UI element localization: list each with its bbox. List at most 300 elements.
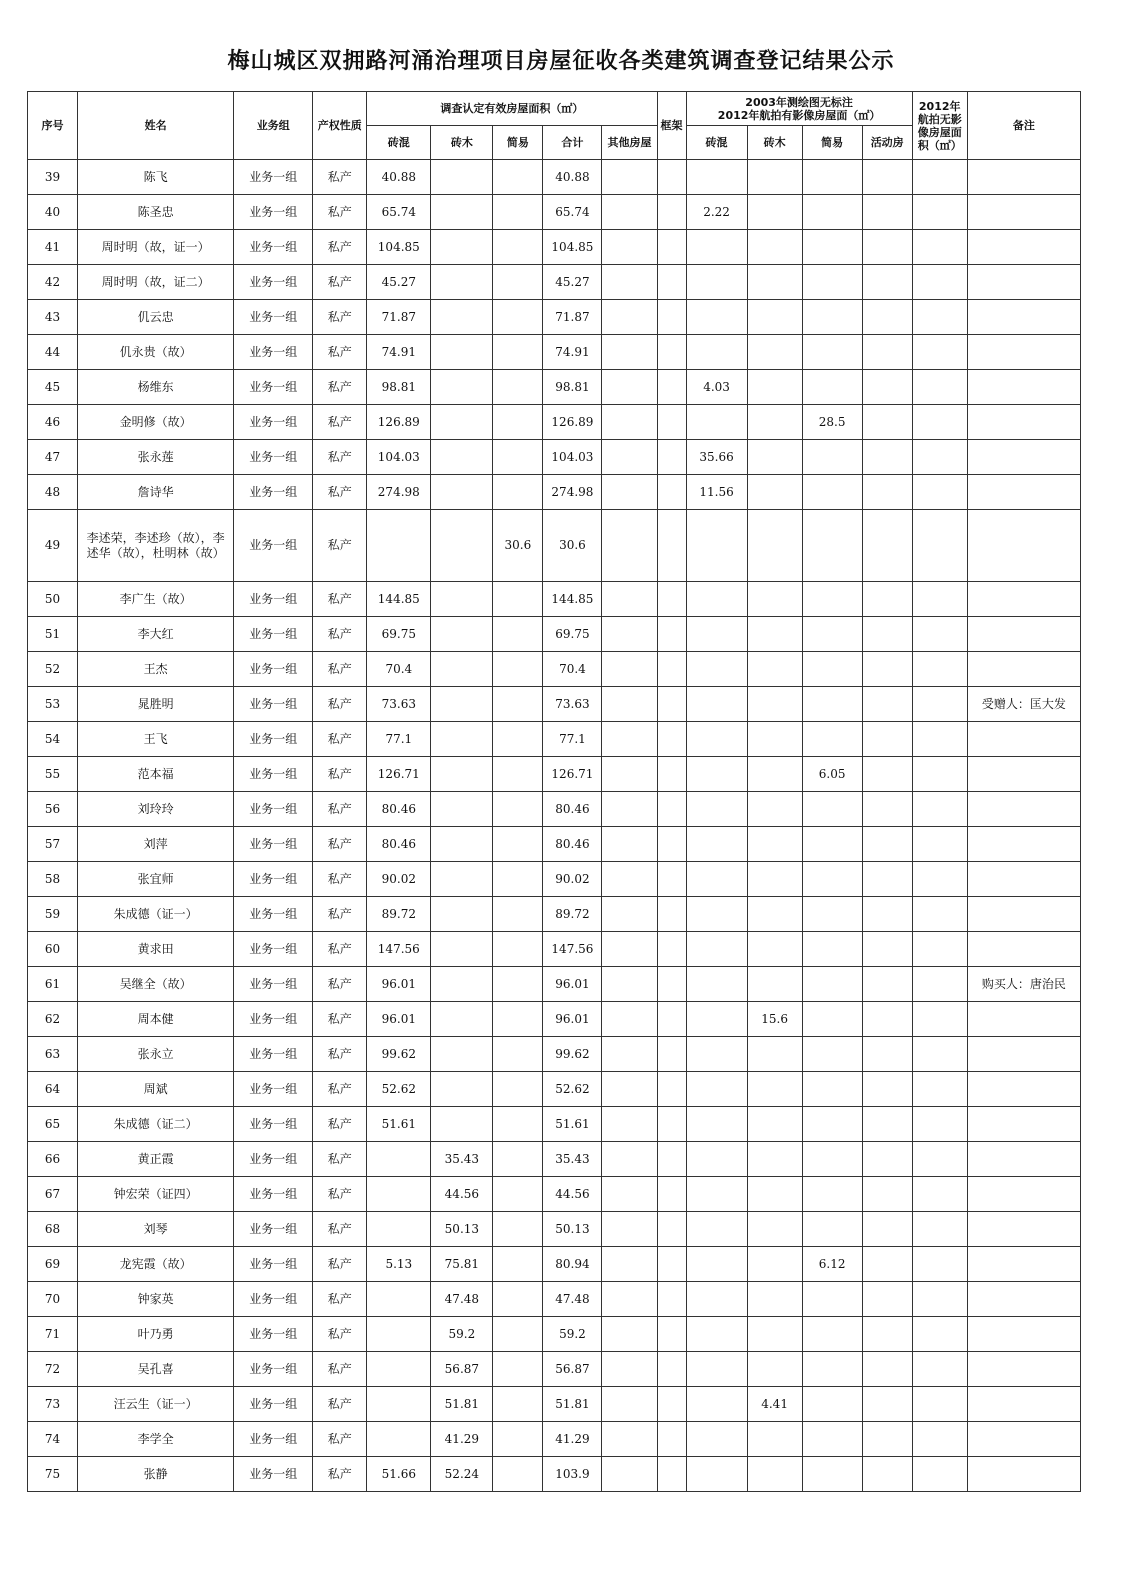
cell-aerial-2012 [912,510,967,582]
cell-other [602,1037,657,1072]
cell-brick-concrete: 73.63 [367,687,431,722]
cell-survey-brick-concrete [686,265,747,300]
cell-group: 业务一组 [234,827,313,862]
cell-brick-wood [431,195,493,230]
cell-survey-brick-wood [747,862,802,897]
cell-total: 40.88 [543,160,602,195]
cell-brick-wood [431,405,493,440]
cell-simple [493,582,543,617]
cell-other [602,405,657,440]
cell-brick-wood [431,1107,493,1142]
cell-rights: 私产 [313,510,367,582]
cell-brick-wood [431,582,493,617]
cell-group: 业务一组 [234,687,313,722]
cell-survey-mobile [862,370,912,405]
cell-aerial-2012 [912,160,967,195]
cell-rights: 私产 [313,1282,367,1317]
cell-survey-brick-wood [747,722,802,757]
cell-brick-concrete [367,1177,431,1212]
cell-frame [657,757,686,792]
cell-brick-wood: 50.13 [431,1212,493,1247]
table-row [28,1422,1081,1457]
cell-survey-mobile [862,265,912,300]
cell-aerial-2012 [912,1177,967,1212]
cell-frame [657,1002,686,1037]
cell-remark [967,932,1080,967]
cell-frame [657,582,686,617]
cell-simple [493,862,543,897]
cell-total: 69.75 [543,617,602,652]
cell-seq: 67 [28,1177,78,1212]
cell-group: 业务一组 [234,722,313,757]
table-body [28,160,1081,1492]
cell-brick-concrete: 45.27 [367,265,431,300]
cell-total: 73.63 [543,687,602,722]
cell-other [602,1282,657,1317]
cell-survey-simple [802,1352,862,1387]
cell-brick-concrete: 65.74 [367,195,431,230]
cell-total: 96.01 [543,1002,602,1037]
cell-brick-concrete: 126.89 [367,405,431,440]
cell-seq: 60 [28,932,78,967]
header-name: 姓名 [78,92,234,160]
cell-brick-concrete: 71.87 [367,300,431,335]
cell-rights: 私产 [313,335,367,370]
cell-survey-mobile [862,827,912,862]
cell-group: 业务一组 [234,1422,313,1457]
cell-aerial-2012 [912,967,967,1002]
table-row [28,265,1081,300]
cell-aerial-2012 [912,300,967,335]
cell-survey-brick-concrete [686,1212,747,1247]
cell-survey-brick-concrete [686,967,747,1002]
cell-name: 李广生（故） [78,582,234,617]
cell-survey-simple [802,1037,862,1072]
cell-simple [493,195,543,230]
cell-group: 业务一组 [234,897,313,932]
cell-other [602,335,657,370]
cell-survey-mobile [862,475,912,510]
cell-aerial-2012 [912,792,967,827]
cell-simple [493,1247,543,1282]
cell-survey-simple [802,1072,862,1107]
cell-survey-mobile [862,1247,912,1282]
cell-simple [493,1142,543,1177]
cell-survey-mobile [862,1142,912,1177]
cell-group: 业务一组 [234,862,313,897]
cell-seq: 66 [28,1142,78,1177]
cell-brick-concrete: 80.46 [367,827,431,862]
cell-group: 业务一组 [234,230,313,265]
cell-brick-concrete [367,1317,431,1352]
cell-seq: 58 [28,862,78,897]
cell-survey-brick-concrete [686,792,747,827]
cell-brick-concrete: 90.02 [367,862,431,897]
cell-total: 77.1 [543,722,602,757]
cell-brick-concrete: 274.98 [367,475,431,510]
cell-remark [967,827,1080,862]
cell-aerial-2012 [912,1002,967,1037]
cell-group: 业务一组 [234,1457,313,1492]
cell-survey-mobile [862,617,912,652]
cell-total: 47.48 [543,1282,602,1317]
cell-brick-concrete [367,1422,431,1457]
cell-rights: 私产 [313,1072,367,1107]
cell-total: 51.61 [543,1107,602,1142]
cell-other [602,582,657,617]
cell-aerial-2012 [912,265,967,300]
cell-survey-brick-wood [747,792,802,827]
cell-simple [493,300,543,335]
cell-survey-brick-wood [747,1072,802,1107]
cell-survey-mobile [862,862,912,897]
cell-survey-simple [802,1212,862,1247]
cell-survey-brick-concrete [686,1177,747,1212]
cell-survey-simple [802,300,862,335]
cell-survey-simple: 6.05 [802,757,862,792]
cell-brick-wood: 59.2 [431,1317,493,1352]
cell-frame [657,510,686,582]
cell-simple [493,1107,543,1142]
cell-aerial-2012 [912,827,967,862]
cell-survey-simple [802,722,862,757]
cell-seq: 59 [28,897,78,932]
cell-survey-brick-wood [747,757,802,792]
cell-brick-wood: 44.56 [431,1177,493,1212]
cell-survey-brick-concrete [686,1107,747,1142]
cell-seq: 64 [28,1072,78,1107]
cell-aerial-2012 [912,1142,967,1177]
cell-survey-brick-concrete [686,722,747,757]
cell-other [602,1107,657,1142]
cell-seq: 43 [28,300,78,335]
cell-name: 黄正霞 [78,1142,234,1177]
cell-frame [657,1212,686,1247]
cell-rights: 私产 [313,1457,367,1492]
cell-survey-brick-wood [747,160,802,195]
cell-name: 陈圣忠 [78,195,234,230]
cell-survey-brick-concrete [686,1072,747,1107]
cell-brick-wood [431,687,493,722]
cell-seq: 47 [28,440,78,475]
header-survey-2003-line2: 2012年航拍有影像房屋面（㎡） [717,108,881,122]
cell-group: 业务一组 [234,160,313,195]
cell-name: 仉永贵（故） [78,335,234,370]
cell-name: 张宜师 [78,862,234,897]
cell-survey-simple [802,510,862,582]
cell-group: 业务一组 [234,652,313,687]
cell-survey-mobile [862,967,912,1002]
cell-simple [493,405,543,440]
cell-aerial-2012 [912,1352,967,1387]
cell-group: 业务一组 [234,300,313,335]
cell-survey-brick-wood [747,265,802,300]
cell-survey-mobile [862,1317,912,1352]
cell-frame [657,1282,686,1317]
cell-survey-simple [802,335,862,370]
table-row [28,1142,1081,1177]
cell-survey-mobile [862,582,912,617]
cell-group: 业务一组 [234,792,313,827]
cell-remark [967,1387,1080,1422]
cell-group: 业务一组 [234,405,313,440]
cell-survey-brick-concrete [686,230,747,265]
header-effective-brick-wood: 砖木 [431,126,493,160]
cell-seq: 41 [28,230,78,265]
cell-total: 71.87 [543,300,602,335]
cell-survey-brick-wood [747,1212,802,1247]
cell-group: 业务一组 [234,1177,313,1212]
cell-name: 李学全 [78,1422,234,1457]
cell-frame [657,1387,686,1422]
cell-other [602,510,657,582]
cell-name: 黄求田 [78,932,234,967]
cell-rights: 私产 [313,1002,367,1037]
cell-aerial-2012 [912,475,967,510]
header-survey-simple: 简易 [802,126,862,160]
cell-frame [657,1142,686,1177]
cell-aerial-2012 [912,195,967,230]
cell-survey-simple [802,370,862,405]
cell-survey-simple [802,617,862,652]
cell-group: 业务一组 [234,1387,313,1422]
cell-survey-simple [802,1177,862,1212]
cell-name: 朱成德（证二） [78,1107,234,1142]
cell-survey-brick-concrete [686,1002,747,1037]
cell-aerial-2012 [912,440,967,475]
table-row [28,1352,1081,1387]
cell-survey-brick-wood [747,1317,802,1352]
cell-seq: 44 [28,335,78,370]
cell-aerial-2012 [912,405,967,440]
cell-rights: 私产 [313,160,367,195]
cell-brick-concrete: 104.03 [367,440,431,475]
cell-brick-wood [431,160,493,195]
cell-group: 业务一组 [234,1282,313,1317]
cell-survey-brick-wood [747,1422,802,1457]
cell-seq: 65 [28,1107,78,1142]
cell-survey-mobile [862,510,912,582]
cell-frame [657,687,686,722]
cell-total: 103.9 [543,1457,602,1492]
cell-simple [493,757,543,792]
cell-brick-concrete: 52.62 [367,1072,431,1107]
table-row [28,792,1081,827]
cell-group: 业务一组 [234,967,313,1002]
table-row [28,897,1081,932]
cell-survey-mobile [862,897,912,932]
cell-remark [967,1072,1080,1107]
cell-rights: 私产 [313,265,367,300]
cell-seq: 72 [28,1352,78,1387]
cell-total: 74.91 [543,335,602,370]
cell-total: 56.87 [543,1352,602,1387]
cell-total: 50.13 [543,1212,602,1247]
cell-frame [657,792,686,827]
cell-survey-brick-concrete [686,862,747,897]
cell-remark [967,1422,1080,1457]
cell-group: 业务一组 [234,1037,313,1072]
table-row [28,1107,1081,1142]
cell-name: 王飞 [78,722,234,757]
cell-name: 张永立 [78,1037,234,1072]
cell-survey-mobile [862,652,912,687]
cell-brick-wood [431,300,493,335]
table-row [28,1247,1081,1282]
cell-survey-brick-concrete [686,1142,747,1177]
cell-total: 41.29 [543,1422,602,1457]
cell-survey-brick-concrete [686,160,747,195]
cell-other [602,652,657,687]
cell-name: 吴孔喜 [78,1352,234,1387]
cell-remark [967,792,1080,827]
cell-frame [657,370,686,405]
cell-total: 99.62 [543,1037,602,1072]
cell-rights: 私产 [313,1142,367,1177]
cell-aerial-2012 [912,1317,967,1352]
cell-seq: 39 [28,160,78,195]
cell-aerial-2012 [912,582,967,617]
cell-aerial-2012 [912,652,967,687]
cell-survey-mobile [862,1212,912,1247]
cell-frame [657,652,686,687]
header-property-rights: 产权性质 [313,92,367,160]
cell-remark [967,1002,1080,1037]
cell-survey-brick-concrete [686,510,747,582]
cell-seq: 40 [28,195,78,230]
cell-survey-brick-concrete [686,652,747,687]
cell-survey-brick-wood [747,827,802,862]
cell-rights: 私产 [313,827,367,862]
table-row [28,617,1081,652]
cell-brick-wood [431,265,493,300]
cell-frame [657,967,686,1002]
cell-brick-wood [431,827,493,862]
cell-seq: 61 [28,967,78,1002]
cell-rights: 私产 [313,617,367,652]
cell-survey-mobile [862,1282,912,1317]
cell-other [602,687,657,722]
cell-survey-brick-concrete [686,1352,747,1387]
cell-group: 业务一组 [234,1072,313,1107]
cell-survey-simple [802,1387,862,1422]
cell-rights: 私产 [313,1107,367,1142]
cell-name: 李大红 [78,617,234,652]
table-row [28,1177,1081,1212]
cell-survey-simple [802,1457,862,1492]
cell-other [602,1072,657,1107]
cell-survey-simple [802,932,862,967]
cell-frame [657,1072,686,1107]
header-survey-2003-line1: 2003年测绘图无标注 [745,95,853,109]
cell-survey-brick-concrete [686,300,747,335]
cell-simple [493,1037,543,1072]
cell-name: 张永莲 [78,440,234,475]
cell-total: 89.72 [543,897,602,932]
cell-group: 业务一组 [234,1107,313,1142]
cell-brick-concrete: 104.85 [367,230,431,265]
cell-other [602,827,657,862]
cell-survey-brick-concrete [686,1422,747,1457]
cell-survey-simple [802,1317,862,1352]
cell-other [602,1002,657,1037]
cell-brick-wood [431,440,493,475]
cell-frame [657,1422,686,1457]
cell-brick-concrete: 5.13 [367,1247,431,1282]
cell-aerial-2012 [912,370,967,405]
cell-remark [967,1177,1080,1212]
cell-brick-wood: 35.43 [431,1142,493,1177]
cell-total: 80.94 [543,1247,602,1282]
cell-other [602,897,657,932]
cell-brick-concrete [367,1387,431,1422]
cell-other [602,862,657,897]
cell-total: 80.46 [543,827,602,862]
cell-other [602,440,657,475]
cell-name: 詹诗华 [78,475,234,510]
cell-other [602,1387,657,1422]
cell-brick-concrete: 70.4 [367,652,431,687]
cell-simple [493,1352,543,1387]
cell-group: 业务一组 [234,757,313,792]
cell-rights: 私产 [313,967,367,1002]
cell-brick-concrete: 51.66 [367,1457,431,1492]
cell-survey-brick-concrete [686,1317,747,1352]
cell-survey-brick-wood [747,1457,802,1492]
cell-simple [493,230,543,265]
cell-survey-simple [802,475,862,510]
cell-remark [967,475,1080,510]
cell-remark [967,897,1080,932]
page-title: 梅山城区双拥路河涌治理项目房屋征收各类建筑调查登记结果公示 [227,49,895,74]
cell-remark [967,405,1080,440]
cell-survey-brick-wood [747,405,802,440]
cell-survey-brick-wood [747,300,802,335]
cell-group: 业务一组 [234,475,313,510]
cell-seq: 75 [28,1457,78,1492]
cell-survey-simple [802,265,862,300]
cell-seq: 63 [28,1037,78,1072]
table-row [28,967,1081,1002]
cell-rights: 私产 [313,1387,367,1422]
table-row [28,370,1081,405]
cell-brick-concrete: 69.75 [367,617,431,652]
table-row [28,1387,1081,1422]
cell-frame [657,160,686,195]
cell-survey-brick-wood [747,230,802,265]
cell-survey-brick-wood [747,1247,802,1282]
cell-group: 业务一组 [234,1352,313,1387]
cell-name: 龙宪霞（故） [78,1247,234,1282]
cell-brick-wood: 52.24 [431,1457,493,1492]
cell-survey-brick-wood [747,1177,802,1212]
cell-brick-wood [431,722,493,757]
cell-survey-brick-wood [747,475,802,510]
cell-aerial-2012 [912,722,967,757]
cell-remark [967,1212,1080,1247]
cell-survey-simple [802,687,862,722]
cell-remark [967,300,1080,335]
cell-survey-simple [802,160,862,195]
cell-survey-mobile [862,300,912,335]
cell-name: 周时明（故，证二） [78,265,234,300]
cell-brick-wood [431,230,493,265]
cell-total: 52.62 [543,1072,602,1107]
cell-brick-wood [431,757,493,792]
cell-group: 业务一组 [234,617,313,652]
cell-survey-brick-concrete [686,405,747,440]
cell-brick-wood: 56.87 [431,1352,493,1387]
